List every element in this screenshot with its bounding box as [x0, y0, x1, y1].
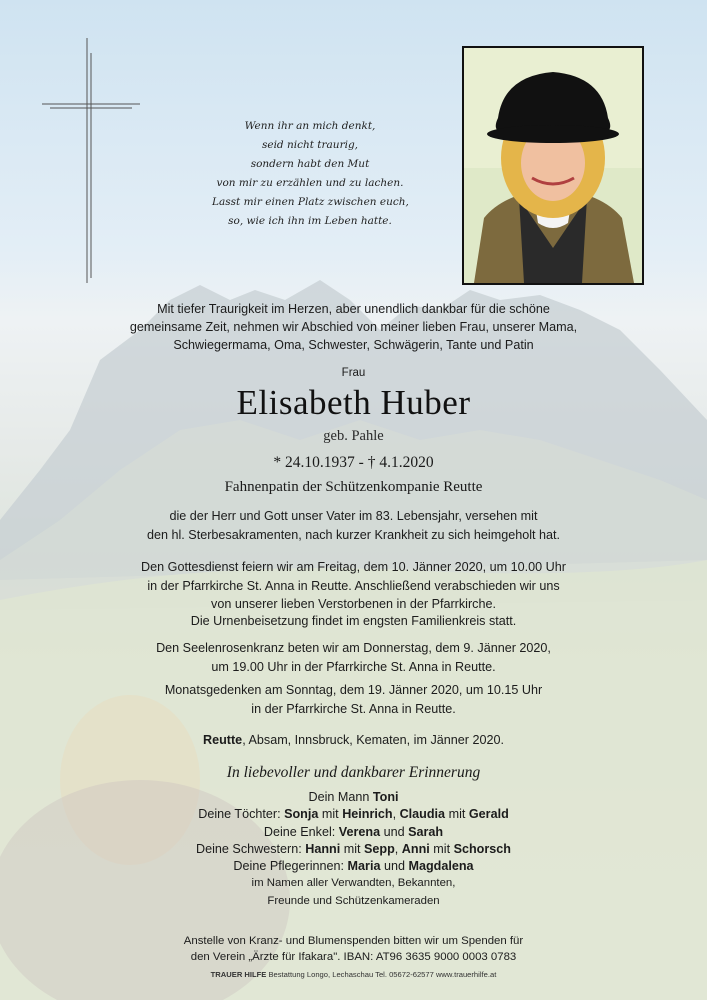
donation-line: Anstelle von Kranz- und Blumenspenden bitten wir um Spenden für — [183, 935, 524, 947]
family-member: Sonja — [284, 807, 319, 822]
family-connector: und — [383, 859, 405, 874]
portrait-photo — [462, 46, 644, 285]
family-member: Gerald — [468, 807, 509, 822]
intro-line: Schwiegermama, Oma, Schwester, Schwägerin, Tante und Patin — [173, 338, 534, 352]
intro-line: Mit tiefer Traurigkeit im Herzen, aber unendlich dankbar für die schöne — [157, 302, 550, 316]
passing-text — [0, 507, 707, 544]
service-text — [0, 558, 707, 614]
family-label: Dein Mann — [308, 790, 370, 804]
family-connector: , — [392, 807, 397, 822]
family-member: Sepp — [364, 841, 395, 856]
family-label: Deine Schwestern: — [196, 841, 302, 856]
rosary-line: um 19.00 Uhr in der Pfarrkirche St. Anna in Reutte. — [211, 659, 496, 674]
family-member: Maria — [347, 859, 381, 874]
donation-line: den Verein „Ärzte für Ifakara". IBAN: AT96 3635 9000 0003 0783 — [190, 951, 517, 963]
family-member: Schorsch — [453, 841, 511, 856]
intro-text — [0, 300, 707, 354]
memorial-text — [0, 681, 707, 718]
family-member: Sarah — [408, 824, 444, 839]
poem-line: Lasst mir einen Platz zwischen euch, — [212, 196, 409, 208]
donation-text — [0, 933, 707, 965]
family-label: Deine Pflegerinnen: — [233, 859, 345, 874]
portrait-image — [464, 48, 642, 283]
family-connector: mit — [448, 807, 466, 822]
cross-icon — [42, 38, 140, 283]
family-label: Deine Enkel: — [263, 824, 336, 839]
salutation: Frau — [341, 367, 366, 379]
family-list — [0, 789, 707, 910]
family-member: Toni — [372, 790, 399, 804]
rosary-line: Den Seelenrosenkranz beten wir am Donnerstag, dem 9. Jänner 2020, — [156, 641, 551, 655]
poem — [212, 117, 408, 231]
family-grandchildren — [0, 824, 707, 841]
family-member: Anni — [401, 841, 430, 856]
family-member: Magdalena — [408, 859, 474, 874]
intro-line: gemeinsame Zeit, nehmen wir Abschied von meiner lieben Frau, unserer Mama, — [129, 320, 578, 334]
passing-line: den hl. Sterbesakramenten, nach kurzer Krankheit zu sich heimgeholt hat. — [146, 527, 561, 542]
family-daughters — [0, 806, 707, 823]
places-rest: , Absam, Innsbruck, Kematen, im Jänner 2020. — [242, 733, 504, 747]
passing-line: die der Herr und Gott unser Vater im 83. Lebensjahr, versehen mit — [169, 509, 538, 523]
family-connector: mit — [343, 841, 361, 856]
memorial-line: Monatsgedenken am Sonntag, dem 19. Jänner 2020, um 10.15 Uhr — [164, 683, 543, 697]
footer-text: Bestattung Longo, Lechaschau Tel. 05672-62577 www.trauerhilfe.at — [266, 970, 497, 979]
family-member: Claudia — [399, 807, 446, 822]
family-connector: mit — [321, 807, 339, 822]
poem-line: von mir zu erzählen und zu lachen. — [216, 177, 404, 189]
family-member: Hanni — [305, 841, 341, 856]
family-husband — [0, 789, 707, 806]
footer — [0, 970, 707, 979]
service-line: Den Gottesdienst feiern wir am Freitag, dem 10. Jänner 2020, um 10.00 Uhr — [141, 560, 566, 574]
family-label: Deine Töchter: — [198, 807, 281, 822]
poem-line: so, wie ich ihn im Leben hatte. — [228, 215, 392, 227]
service-line: in der Pfarrkirche St. Anna in Reutte. Anschließend verabschieden wir uns — [147, 578, 560, 593]
poem-line: sondern habt den Mut — [250, 158, 370, 170]
places-line — [0, 733, 707, 747]
family-relatives: im Namen aller Verwandten, Bekannten, — [251, 877, 456, 890]
family-connector: mit — [433, 841, 451, 856]
rosary-text — [0, 639, 707, 676]
service-line: von unserer lieben Verstorbenen in der Pfarrkirche. — [211, 597, 496, 611]
poem-line: seid nicht traurig, — [261, 139, 359, 151]
honorary-role: Fahnenpatin der Schützenkompanie Reutte — [224, 479, 483, 495]
places-bold: Reutte — [203, 733, 243, 747]
memorial-line: in der Pfarrkirche St. Anna in Reutte. — [251, 701, 456, 716]
deceased-name: Elisabeth Huber — [236, 383, 471, 422]
closing-line: In liebevoller und dankbarer Erinnerung — [226, 764, 481, 781]
maiden-name: geb. Pahle — [323, 428, 384, 444]
family-member: Verena — [338, 824, 381, 839]
family-sisters — [0, 841, 707, 858]
family-connector: und — [383, 824, 405, 839]
poem-line: Wenn ihr an mich denkt, — [244, 120, 376, 132]
footer-brand: TRAUER HILFE — [210, 970, 267, 979]
family-friends: Freunde und Schützenkameraden — [267, 894, 440, 907]
urn-text: Die Urnenbeisetzung findet im engsten Familienkreis statt. — [190, 614, 517, 628]
family-connector: , — [394, 841, 399, 856]
family-carers — [0, 858, 707, 875]
family-member: Heinrich — [342, 807, 393, 822]
life-dates: * 24.10.1937 - † 4.1.2020 — [273, 454, 434, 471]
